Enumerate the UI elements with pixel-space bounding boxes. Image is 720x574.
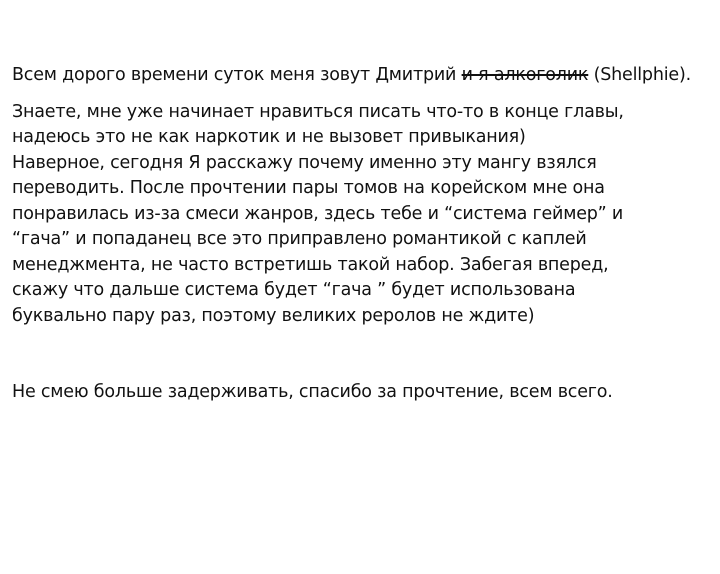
closing-line: Не смею больше задерживать, спасибо за прочтение, всем всего. [12,382,613,402]
paragraph-line: понравилась из-за смеси жанров, здесь тебе и “система геймер” и [12,203,624,224]
intro-line [12,63,716,89]
paragraph-line: Знаете, мне уже начинает нравиться писать что-то в конце главы, [12,101,624,122]
struck-text: и я алкоголик [461,65,589,85]
translator-note [12,63,716,406]
paragraph-line: переводить. После прочтении пары томов на корейском мне она [12,178,605,198]
main-paragraph [12,100,716,330]
paragraph-line: “гача” и попаданец все это приправлено романтикой с каплей [12,229,587,249]
paragraph-line: скажу что дальше система будет “гача ” будет использована [12,280,576,300]
paragraph-line: менеджмента, не часто встретишь такой набор. Забегая вперед, [12,254,609,275]
paragraph-line: буквально пару раз, поэтому великих реролов не ждите) [12,305,535,326]
intro-suffix: (Shellphie). [588,65,691,85]
paragraph-line: Наверное, сегодня Я расскажу почему именно эту мангу взялся [12,152,597,173]
paragraph-line: надеюсь это не как наркотик и не вызовет привыкания) [12,127,526,147]
intro-text: Всем дорого времени суток меня зовут Дмитрий [12,65,462,85]
